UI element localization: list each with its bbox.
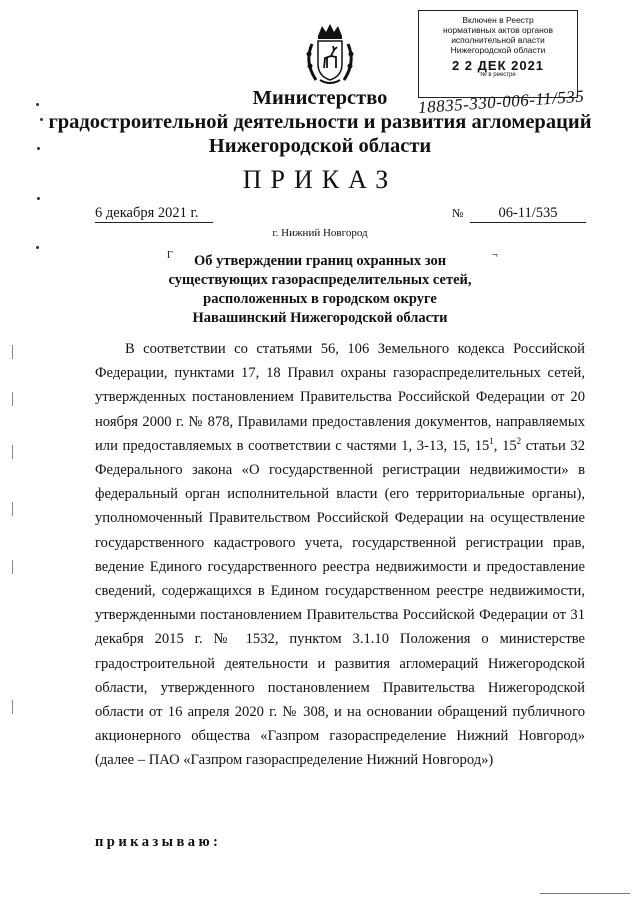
scan-artifact-dot [37, 197, 40, 200]
corner-mark-right: ¬ [492, 250, 498, 261]
subject-line-3: расположенных в городском округе [203, 291, 437, 307]
corner-mark-left: Г [167, 250, 173, 261]
scan-artifact-tick [12, 700, 13, 714]
scan-artifact-dot [36, 103, 39, 106]
ministry-title-line-3: Нижегородской области [208, 135, 432, 157]
preamble-paragraph [95, 337, 585, 773]
preamble-text-b: , 15 [493, 437, 517, 454]
number-sign: № [452, 206, 464, 220]
scan-artifact-dot [40, 118, 43, 121]
handwritten-registry-number: 18835-330-006-11/535 [417, 86, 585, 118]
subject-line-1: Об утверждении границ охранных зон [193, 253, 447, 269]
scan-artifact-tick [12, 392, 13, 406]
ministry-title-line-1: Министерство [252, 87, 388, 109]
stamp-date: 2 2 ДЕК 2021 [451, 58, 545, 73]
stamp-registry-label: № в реестре [480, 72, 516, 78]
scan-artifact-tick [12, 502, 13, 516]
registry-stamp [418, 10, 578, 98]
scan-artifact-dot [37, 147, 40, 150]
stamp-line-3: исполнительной власти [451, 35, 545, 45]
stamp-line-2: нормативных актов органов [442, 25, 554, 35]
document-city: г. Нижний Новгород [272, 227, 368, 239]
stamp-line-4: Нижегородской области [450, 45, 546, 55]
scan-artifact-tick [12, 445, 13, 459]
order-word: приказываю: [95, 834, 222, 850]
stamp-line-1: Включен в Реестр [462, 15, 534, 25]
scan-artifact-dash [540, 893, 630, 894]
document-type-title: ПРИКАЗ [242, 165, 398, 194]
superscript-2: 2 [516, 435, 522, 446]
ministry-title-line-2: градостроительной деятельности и развития агломераций [48, 111, 592, 133]
preamble-text-a: В соответствии со статьями 56, 106 Земельного кодекса Российской Федерации, пунктами 17, 18 Правил охраны газораспределительных сетей, утвержденных постановлением Правительства Российской Федерации от 20 ноября 2000 г. № 878, Правилами предоставления документов, направляемых или предоставляемых в соответствии с частями 1, 3-13, 15, 15 [95, 341, 585, 454]
document-date: 6 декабря 2021 г. [95, 204, 213, 223]
subject-line-4: Навашинский Нижегородской области [192, 310, 448, 326]
scan-artifact-dot [36, 246, 39, 249]
scan-artifact-tick [12, 345, 13, 359]
preamble-text-c: статьи 32 Федерального закона «О государственной регистрации недвижимости» в федеральный орган исполнительной власти (его территориальные органы), уполномоченный Правительством Российской Федерации на осуществление государственного кадастрового учета, государственной регистрации прав, ведение Единого государственного реестра недвижимости и предоставление сведений, содержащихся в Едином государственном реестре недвижимости, утвержденными постановлением Правительства Российской Федерации от 31 декабря 2015 г. № 1532, пунктом 3.1.10 Положения о министерстве градостроительной деятельности и развития агломераций Нижегородской области, утвержденного постановлением Правительства Нижегородской области от 16 апреля 2020 г. № 308, и на основании обращений публичного акционерного общества «Газпром газораспределение Нижний Новгород» (далее – ПАО «Газпром газораспределение Нижний Новгород») [95, 437, 585, 769]
document-number: 06-11/535 [470, 204, 586, 223]
superscript-1: 1 [489, 435, 494, 446]
coat-of-arms-icon [300, 22, 360, 86]
document-subject [120, 252, 520, 328]
subject-line-2: существующих газораспределительных сетей, [168, 272, 472, 288]
scan-artifact-tick [12, 560, 13, 574]
